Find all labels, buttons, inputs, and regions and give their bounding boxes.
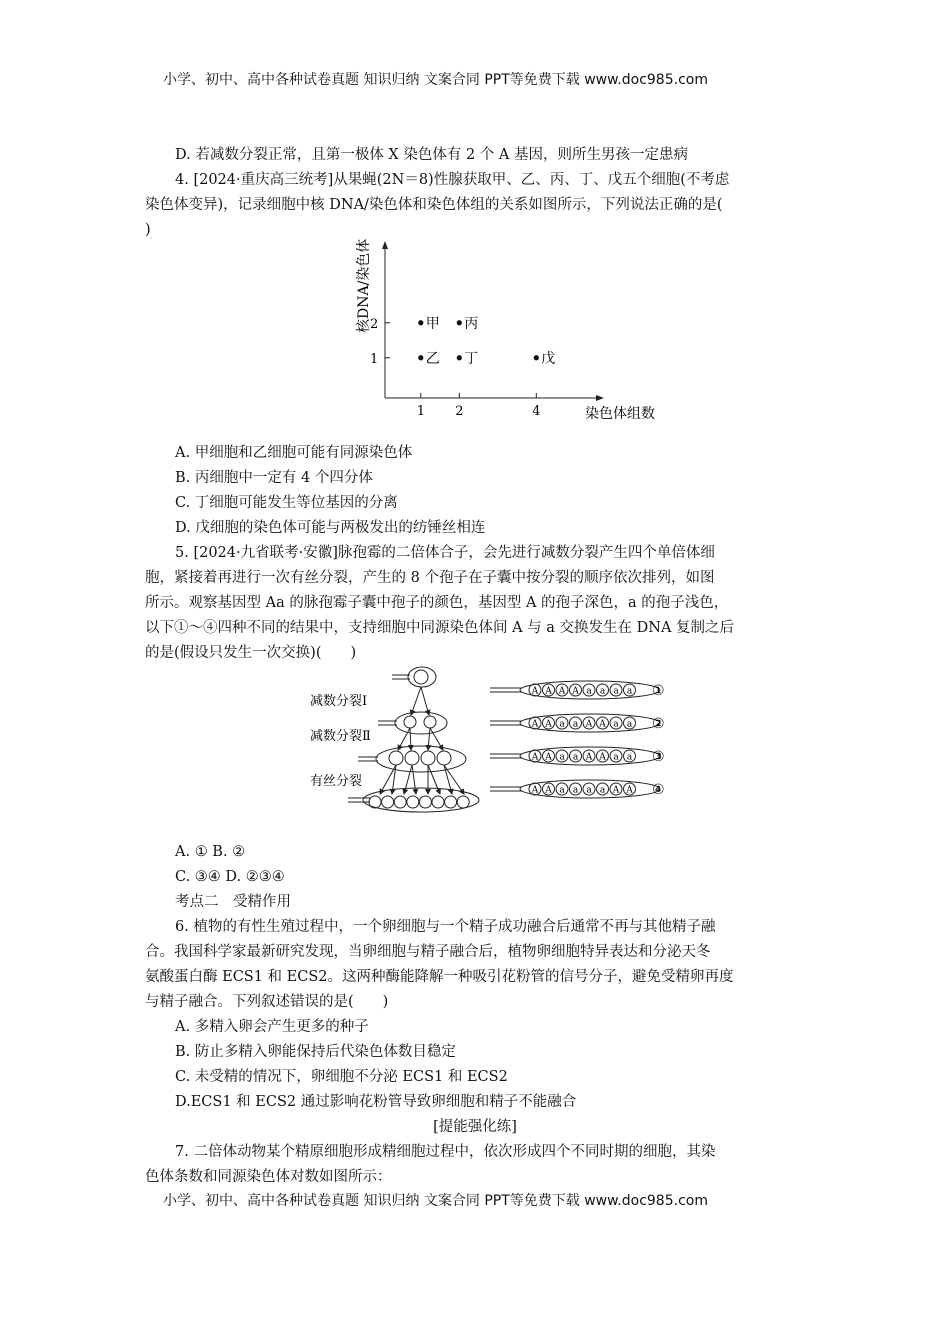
spore [445, 796, 457, 808]
q4-stem: 染色体变异)，记录细胞中核 DNA/染色体和染色体组的关系如图所示，下列说法正确的是( [145, 197, 723, 213]
q5-stem: 所示。观察基因型 Aa 的脉孢霉子囊中孢子的颜色，基因型 A 的孢子深色，a 的孢子浅色， [145, 595, 729, 611]
q4-option-d: D. 戊细胞的染色体可能与两极发出的纺锤丝相连 [175, 520, 486, 536]
stage-label: 减数分裂Ⅱ [310, 729, 371, 744]
q7-stem: 色体条数和同源染色体对数如图所示： [145, 1169, 392, 1185]
spore-label: A [626, 785, 633, 796]
spore [394, 796, 406, 808]
point-label: 丙 [464, 315, 479, 332]
x-axis-arrow [596, 395, 604, 401]
y-axis-label: 核DNA/染色体 [356, 238, 372, 333]
point-label: 戊 [541, 350, 556, 367]
spore-label: a [572, 752, 579, 763]
ascus-number: ④ [652, 782, 665, 798]
q6-stem: 6. 植物的有性生殖过程中，一个卵细胞与一个精子成功融合后通常不再与其他精子融 [175, 919, 716, 935]
spore-label: A [531, 719, 539, 730]
spore-label: A [599, 752, 606, 763]
spore-label: a [586, 686, 592, 697]
spore-label: a [613, 719, 619, 730]
q4-option-b: B. 丙细胞中一定有 4 个四分体 [175, 470, 373, 486]
spore-label: a [613, 686, 619, 697]
q4-stem: ) [145, 222, 151, 238]
spore-label: a [559, 719, 565, 730]
q6-stem: 氨酸蛋白酶 ECS1 和 ECS2。这两种酶能降解一种吸引花粉管的信号分子，避免受精卵再度 [145, 969, 734, 985]
q6-option-c: C. 未受精的情况下，卵细胞不分泌 ECS1 和 ECS2 [175, 1069, 508, 1085]
data-point [457, 355, 462, 360]
q6-option-a: A. 多精入卵会产生更多的种子 [175, 1019, 369, 1035]
ascus-diagram [300, 665, 680, 815]
q6-option-b: B. 防止多精入卵能保持后代染色体数目稳定 [175, 1044, 456, 1060]
y-tick-label: 1 [370, 351, 379, 367]
q4-option-a: A. 甲细胞和乙细胞可能有同源染色体 [175, 445, 413, 461]
section-heading-2: [提能强化练] [433, 1119, 517, 1135]
x-tick-label: 2 [455, 404, 464, 419]
stage-label: 有丝分裂 [310, 774, 363, 789]
spore-label: A [585, 719, 593, 730]
ascus-number: ① [652, 683, 665, 699]
spore-label: A [585, 752, 593, 763]
spore [407, 796, 419, 808]
spore-label: A [545, 785, 552, 796]
point-label: 甲 [425, 315, 440, 332]
q5-options-cd: C. ③④ D. ②③④ [175, 869, 285, 885]
ascus-stalk [490, 721, 522, 725]
q6-option-d: D.ECS1 和 ECS2 通过影响花粉管导致卵细胞和精子不能融合 [175, 1094, 577, 1110]
q4-option-c: C. 丁细胞可能发生等位基因的分离 [175, 495, 398, 511]
x-axis-label: 染色体组数 [585, 406, 655, 422]
page-header: 小学、初中、高中各种试卷真题 知识归纳 文案合同 PPT等免费下载 www.doc985.com [163, 72, 708, 88]
spore-label: a [599, 785, 606, 796]
spore-label: A [531, 686, 539, 697]
spore-label: a [559, 752, 565, 763]
spore-label: A [545, 719, 552, 730]
spore [382, 796, 394, 808]
ascus-stalk [490, 688, 522, 692]
ascus-stalk [490, 787, 522, 791]
q3-option-d: D. 若减数分裂正常，且第一极体 X 染色体有 2 个 A 基因，则所生男孩一定患病 [175, 147, 688, 163]
spore-label: A [612, 785, 620, 796]
spore [369, 796, 381, 808]
spore-label: a [626, 752, 633, 763]
q5-stem: 胞，紧接着再进行一次有丝分裂，产生的 8 个孢子在子囊中按分裂的顺序依次排列，如图 [145, 570, 715, 586]
q5-stem: 的是(假设只发生一次交换)( ) [145, 645, 357, 661]
spore-label: A [599, 719, 606, 730]
point-label: 乙 [425, 350, 440, 367]
q5-stem: 5. [2024·九省联考·安徽]脉孢霉的二倍体合子，会先进行减数分裂产生四个单倍体细 [175, 545, 715, 561]
ascus-number: ② [652, 716, 665, 732]
data-point [418, 320, 423, 325]
spore-label: a [626, 719, 633, 730]
stage-label: 减数分裂Ⅰ [310, 694, 368, 709]
x-tick-label: 1 [416, 404, 426, 419]
scatter-chart [340, 238, 660, 428]
x-tick-label: 4 [532, 404, 541, 419]
y-axis-arrow [382, 241, 388, 249]
spore-label: a [559, 785, 565, 796]
spore-label: A [558, 686, 566, 697]
spore-label: a [613, 752, 619, 763]
q6-stem: 与精子融合。下列叙述错误的是( ) [145, 994, 389, 1010]
spore-label: a [572, 785, 579, 796]
ascus-stalk [490, 754, 522, 758]
spore-label: A [545, 686, 552, 697]
spore-label: A [572, 686, 579, 697]
q5-stem: 以下①～④四种不同的结果中，支持细胞中同源染色体间 A 与 a 交换发生在 DNA 复制之后 [145, 620, 735, 636]
point-label: 丁 [464, 350, 479, 367]
spore-label: a [572, 719, 579, 730]
data-point [418, 355, 423, 360]
data-point [534, 355, 539, 360]
spore-label: a [599, 686, 606, 697]
q6-stem: 合。我国科学家最新研究发现，当卵细胞与精子融合后，植物卵细胞特异表达和分泌天冬 [145, 944, 711, 960]
spore [457, 796, 469, 808]
spore-label: A [545, 752, 552, 763]
section-heading: 考点二 受精作用 [175, 894, 291, 910]
spore-label: A [531, 785, 539, 796]
q4-stem: 4. [2024·重庆高三统考]从果蝇(2N＝8)性腺获取甲、乙、丙、丁、戊五个细胞(不考虑 [175, 172, 730, 188]
ascus-number: ③ [652, 749, 665, 765]
data-point [457, 320, 462, 325]
spore [419, 796, 431, 808]
spore [432, 796, 444, 808]
y-tick-label: 2 [370, 316, 379, 332]
spore-label: a [586, 785, 592, 796]
q7-stem: 7. 二倍体动物某个精原细胞形成精细胞过程中，依次形成四个不同时期的细胞，其染 [175, 1144, 716, 1160]
page-footer: 小学、初中、高中各种试卷真题 知识归纳 文案合同 PPT等免费下载 www.doc985.com [163, 1193, 708, 1209]
spore-label: a [626, 686, 633, 697]
spore-label: A [531, 752, 539, 763]
q5-options-ab: A. ① B. ② [175, 844, 246, 860]
